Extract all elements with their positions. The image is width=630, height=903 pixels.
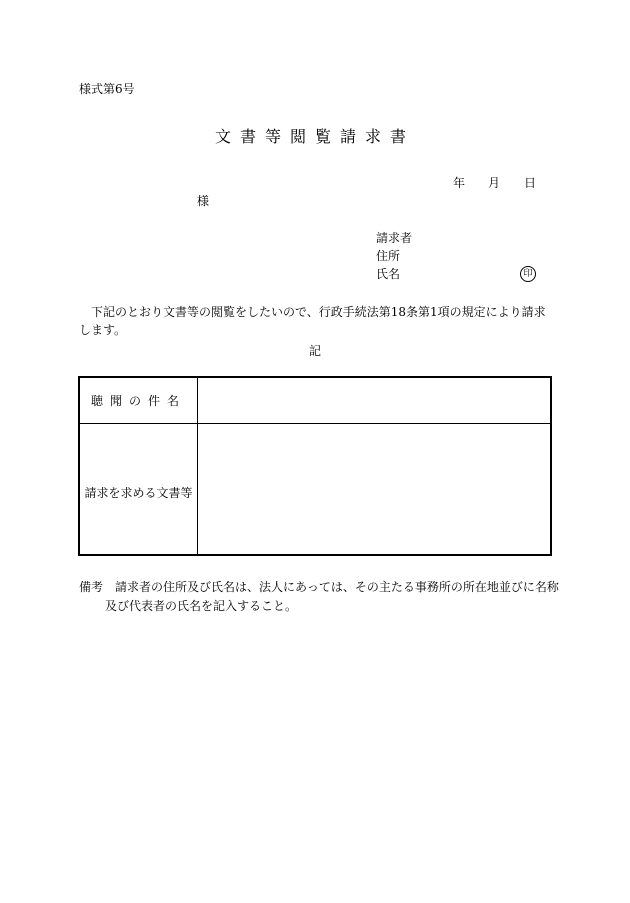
requester-block bbox=[376, 229, 412, 283]
form-number: 様式第6号 bbox=[79, 82, 135, 96]
hearing-subject-field[interactable] bbox=[198, 378, 550, 423]
requester-label: 請求者 bbox=[376, 231, 413, 245]
seal-mark: 印 bbox=[520, 266, 536, 282]
date-day-label: 日 bbox=[524, 176, 537, 190]
document-title: 文書等閲覧請求書 bbox=[214, 127, 415, 146]
requested-documents-label: 請求を求める文書等 bbox=[84, 486, 193, 500]
requested-documents-field[interactable] bbox=[198, 424, 550, 554]
remarks-line-1 bbox=[79, 578, 559, 597]
remarks bbox=[79, 578, 559, 616]
name-label: 氏名 bbox=[376, 267, 401, 281]
address-label: 住所 bbox=[376, 249, 401, 263]
date-month-label: 月 bbox=[488, 176, 501, 190]
remarks-head: 備考 bbox=[79, 580, 104, 594]
request-table bbox=[78, 376, 552, 556]
body-text: 下記のとおり文書等の閲覧をしたいので、行政手続法第18条第1項の規定により請求します。 bbox=[79, 305, 546, 337]
date-year-label: 年 bbox=[453, 176, 466, 190]
hearing-subject-label: 聴聞の件名 bbox=[90, 394, 186, 408]
ki-heading: 記 bbox=[308, 344, 321, 358]
remarks-text-1: 請求者の住所及び氏名は、法人にあっては、その主たる事務所の所在地並びに名称 bbox=[115, 580, 559, 594]
remarks-line-2: 及び代表者の氏名を記入すること。 bbox=[105, 599, 298, 613]
addressee-suffix: 様 bbox=[197, 194, 210, 208]
